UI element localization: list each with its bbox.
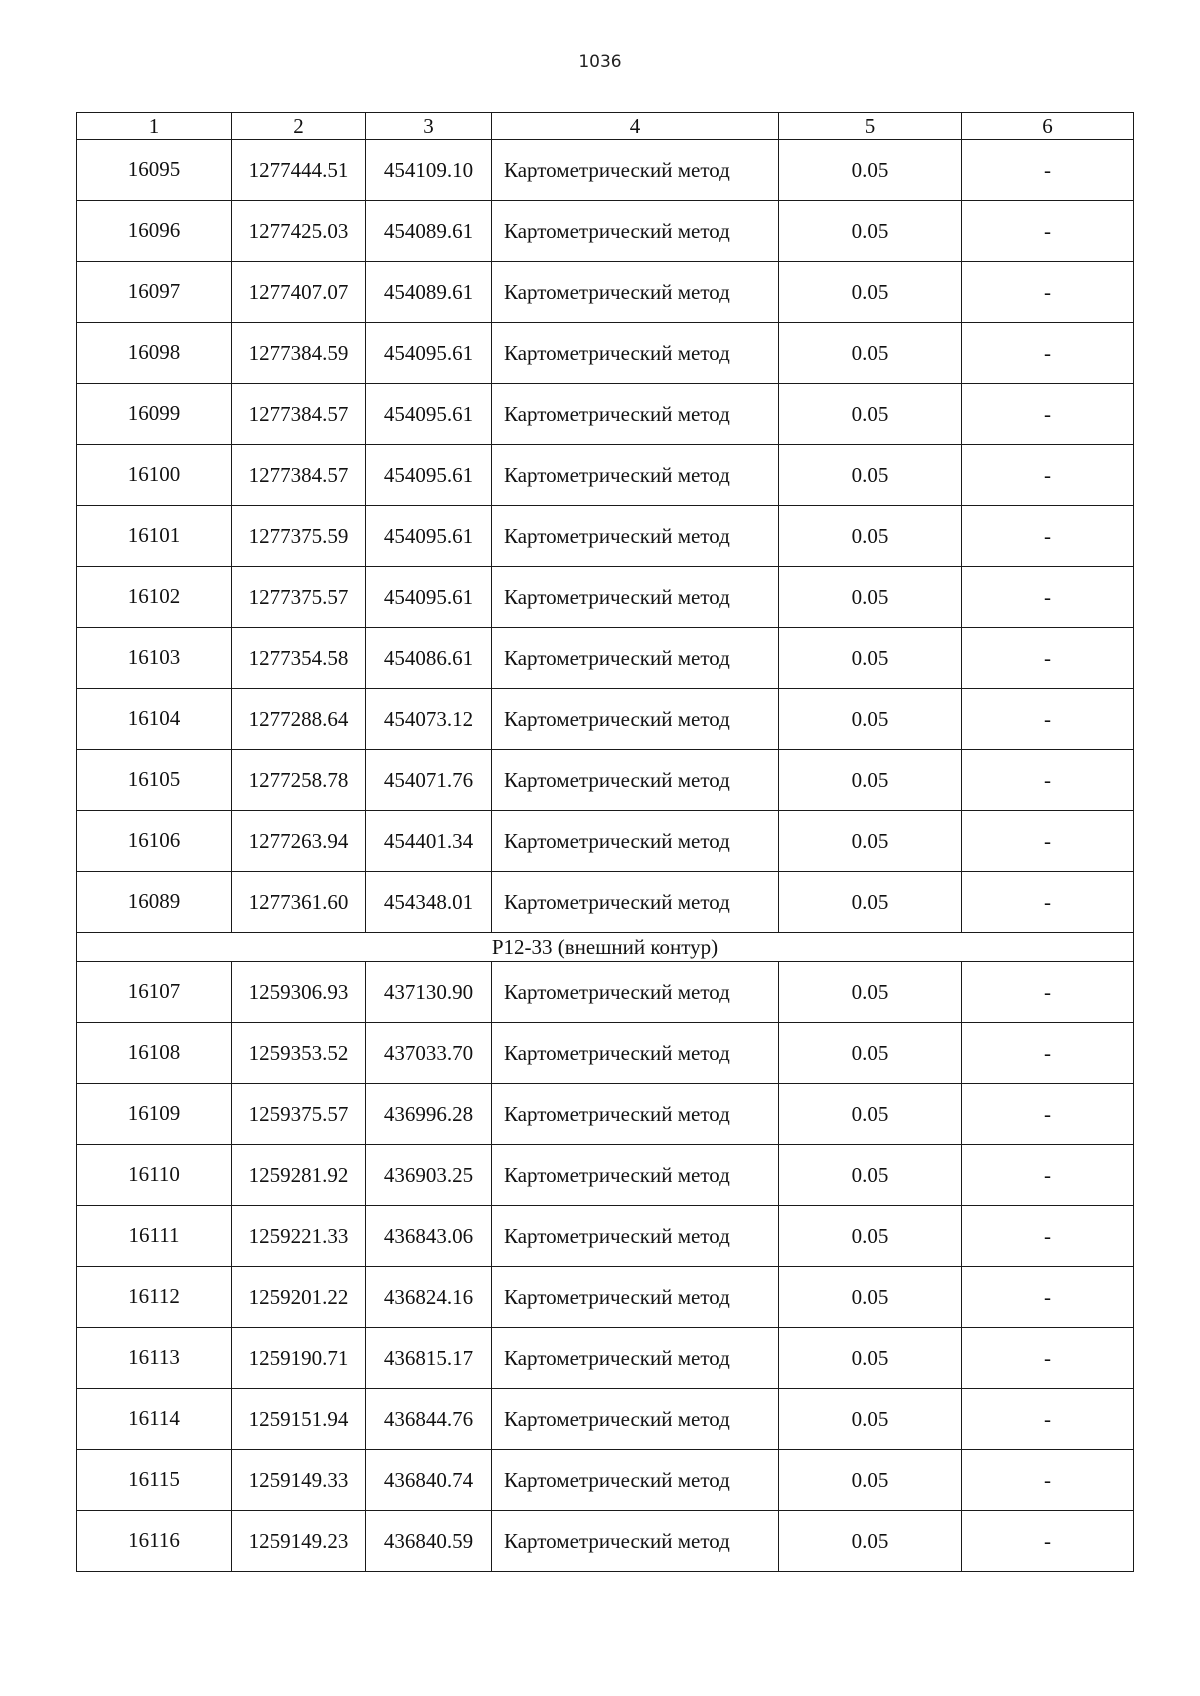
table-row [77, 140, 1134, 201]
accuracy-cell: 0.05 [779, 1084, 962, 1145]
x-coordinate-cell: 1259201.22 [232, 1267, 366, 1328]
accuracy-cell: 0.05 [779, 506, 962, 567]
x-coordinate-cell: 1277361.60 [232, 872, 366, 933]
x-coordinate-cell: 1259221.33 [232, 1206, 366, 1267]
method-cell: Картометрический метод [492, 1023, 779, 1084]
method-cell: Картометрический метод [492, 262, 779, 323]
table-header-row [77, 113, 1134, 140]
table-row [77, 1450, 1134, 1511]
x-coordinate-cell: 1259149.23 [232, 1511, 366, 1572]
note-cell: - [962, 1023, 1134, 1084]
x-coordinate-cell: 1277375.57 [232, 567, 366, 628]
y-coordinate-cell: 436844.76 [366, 1389, 492, 1450]
table-row [77, 750, 1134, 811]
point-number-cell: 16107 [77, 962, 232, 1023]
note-cell: - [962, 506, 1134, 567]
point-number-cell: 16097 [77, 262, 232, 323]
x-coordinate-cell: 1277384.59 [232, 323, 366, 384]
y-coordinate-cell: 454089.61 [366, 201, 492, 262]
accuracy-cell: 0.05 [779, 262, 962, 323]
accuracy-cell: 0.05 [779, 628, 962, 689]
point-number-cell: 16099 [77, 384, 232, 445]
method-cell: Картометрический метод [492, 445, 779, 506]
accuracy-cell: 0.05 [779, 201, 962, 262]
page-number: 1036 [578, 52, 622, 72]
x-coordinate-cell: 1259375.57 [232, 1084, 366, 1145]
point-number-cell: 16095 [77, 140, 232, 201]
x-coordinate-cell: 1277354.58 [232, 628, 366, 689]
y-coordinate-cell: 436840.59 [366, 1511, 492, 1572]
method-cell: Картометрический метод [492, 628, 779, 689]
column-header: 6 [962, 113, 1134, 140]
point-number-cell: 16110 [77, 1145, 232, 1206]
method-cell: Картометрический метод [492, 1084, 779, 1145]
point-number-cell: 16105 [77, 750, 232, 811]
y-coordinate-cell: 436843.06 [366, 1206, 492, 1267]
y-coordinate-cell: 454095.61 [366, 384, 492, 445]
x-coordinate-cell: 1277288.64 [232, 689, 366, 750]
method-cell: Картометрический метод [492, 1389, 779, 1450]
method-cell: Картометрический метод [492, 323, 779, 384]
point-number-cell: 16115 [77, 1450, 232, 1511]
y-coordinate-cell: 437130.90 [366, 962, 492, 1023]
x-coordinate-cell: 1259306.93 [232, 962, 366, 1023]
table-row [77, 384, 1134, 445]
x-coordinate-cell: 1259190.71 [232, 1328, 366, 1389]
table-row [77, 1389, 1134, 1450]
accuracy-cell: 0.05 [779, 872, 962, 933]
note-cell: - [962, 1206, 1134, 1267]
note-cell: - [962, 445, 1134, 506]
x-coordinate-cell: 1277258.78 [232, 750, 366, 811]
method-cell: Картометрический метод [492, 201, 779, 262]
table-row [77, 689, 1134, 750]
table-row [77, 1511, 1134, 1572]
point-number-cell: 16111 [77, 1206, 232, 1267]
accuracy-cell: 0.05 [779, 1389, 962, 1450]
table-row [77, 628, 1134, 689]
point-number-cell: 16114 [77, 1389, 232, 1450]
y-coordinate-cell: 454095.61 [366, 445, 492, 506]
table-row [77, 811, 1134, 872]
accuracy-cell: 0.05 [779, 1267, 962, 1328]
column-header: 1 [77, 113, 232, 140]
note-cell: - [962, 140, 1134, 201]
accuracy-cell: 0.05 [779, 1328, 962, 1389]
point-number-cell: 16112 [77, 1267, 232, 1328]
note-cell: - [962, 567, 1134, 628]
point-number-cell: 16116 [77, 1511, 232, 1572]
point-number-cell: 16100 [77, 445, 232, 506]
table-row [77, 1023, 1134, 1084]
note-cell: - [962, 1145, 1134, 1206]
accuracy-cell: 0.05 [779, 567, 962, 628]
method-cell: Картометрический метод [492, 689, 779, 750]
table-row [77, 506, 1134, 567]
coordinates-table [76, 112, 1134, 1572]
accuracy-cell: 0.05 [779, 689, 962, 750]
note-cell: - [962, 323, 1134, 384]
method-cell: Картометрический метод [492, 811, 779, 872]
column-header: 3 [366, 113, 492, 140]
point-number-cell: 16101 [77, 506, 232, 567]
table-row [77, 1328, 1134, 1389]
table-row [77, 1267, 1134, 1328]
point-number-cell: 16089 [77, 872, 232, 933]
y-coordinate-cell: 436903.25 [366, 1145, 492, 1206]
method-cell: Картометрический метод [492, 750, 779, 811]
table-row [77, 323, 1134, 384]
point-number-cell: 16109 [77, 1084, 232, 1145]
accuracy-cell: 0.05 [779, 1450, 962, 1511]
note-cell: - [962, 872, 1134, 933]
note-cell: - [962, 962, 1134, 1023]
note-cell: - [962, 384, 1134, 445]
method-cell: Картометрический метод [492, 1267, 779, 1328]
y-coordinate-cell: 454073.12 [366, 689, 492, 750]
accuracy-cell: 0.05 [779, 811, 962, 872]
x-coordinate-cell: 1277384.57 [232, 445, 366, 506]
table-row [77, 1206, 1134, 1267]
x-coordinate-cell: 1259281.92 [232, 1145, 366, 1206]
x-coordinate-cell: 1277263.94 [232, 811, 366, 872]
x-coordinate-cell: 1259353.52 [232, 1023, 366, 1084]
note-cell: - [962, 628, 1134, 689]
y-coordinate-cell: 454095.61 [366, 323, 492, 384]
note-cell: - [962, 201, 1134, 262]
accuracy-cell: 0.05 [779, 750, 962, 811]
note-cell: - [962, 1328, 1134, 1389]
method-cell: Картометрический метод [492, 872, 779, 933]
method-cell: Картометрический метод [492, 506, 779, 567]
point-number-cell: 16108 [77, 1023, 232, 1084]
method-cell: Картометрический метод [492, 1511, 779, 1572]
point-number-cell: 16103 [77, 628, 232, 689]
table-row [77, 201, 1134, 262]
table-row [77, 962, 1134, 1023]
table-row [77, 567, 1134, 628]
y-coordinate-cell: 454109.10 [366, 140, 492, 201]
table-body [77, 140, 1134, 1572]
point-number-cell: 16104 [77, 689, 232, 750]
note-cell: - [962, 1084, 1134, 1145]
accuracy-cell: 0.05 [779, 445, 962, 506]
note-cell: - [962, 262, 1134, 323]
method-cell: Картометрический метод [492, 1145, 779, 1206]
note-cell: - [962, 1511, 1134, 1572]
note-cell: - [962, 1389, 1134, 1450]
table-row [77, 262, 1134, 323]
x-coordinate-cell: 1277425.03 [232, 201, 366, 262]
method-cell: Картометрический метод [492, 384, 779, 445]
table-row [77, 1145, 1134, 1206]
x-coordinate-cell: 1259149.33 [232, 1450, 366, 1511]
y-coordinate-cell: 454095.61 [366, 506, 492, 567]
y-coordinate-cell: 454086.61 [366, 628, 492, 689]
x-coordinate-cell: 1277407.07 [232, 262, 366, 323]
accuracy-cell: 0.05 [779, 1511, 962, 1572]
method-cell: Картометрический метод [492, 140, 779, 201]
method-cell: Картометрический метод [492, 1328, 779, 1389]
method-cell: Картометрический метод [492, 567, 779, 628]
x-coordinate-cell: 1277444.51 [232, 140, 366, 201]
method-cell: Картометрический метод [492, 962, 779, 1023]
accuracy-cell: 0.05 [779, 1145, 962, 1206]
note-cell: - [962, 811, 1134, 872]
y-coordinate-cell: 454089.61 [366, 262, 492, 323]
accuracy-cell: 0.05 [779, 384, 962, 445]
point-number-cell: 16096 [77, 201, 232, 262]
column-header: 2 [232, 113, 366, 140]
column-header: 5 [779, 113, 962, 140]
accuracy-cell: 0.05 [779, 962, 962, 1023]
y-coordinate-cell: 436815.17 [366, 1328, 492, 1389]
x-coordinate-cell: 1277375.59 [232, 506, 366, 567]
point-number-cell: 16113 [77, 1328, 232, 1389]
accuracy-cell: 0.05 [779, 140, 962, 201]
y-coordinate-cell: 437033.70 [366, 1023, 492, 1084]
accuracy-cell: 0.05 [779, 1206, 962, 1267]
point-number-cell: 16106 [77, 811, 232, 872]
note-cell: - [962, 689, 1134, 750]
accuracy-cell: 0.05 [779, 1023, 962, 1084]
x-coordinate-cell: 1277384.57 [232, 384, 366, 445]
point-number-cell: 16098 [77, 323, 232, 384]
method-cell: Картометрический метод [492, 1206, 779, 1267]
table-row [77, 872, 1134, 933]
note-cell: - [962, 1450, 1134, 1511]
y-coordinate-cell: 454095.61 [366, 567, 492, 628]
y-coordinate-cell: 436824.16 [366, 1267, 492, 1328]
column-header: 4 [492, 113, 779, 140]
table-row [77, 1084, 1134, 1145]
section-row [77, 933, 1134, 962]
note-cell: - [962, 750, 1134, 811]
y-coordinate-cell: 454071.76 [366, 750, 492, 811]
x-coordinate-cell: 1259151.94 [232, 1389, 366, 1450]
point-number-cell: 16102 [77, 567, 232, 628]
note-cell: - [962, 1267, 1134, 1328]
y-coordinate-cell: 436840.74 [366, 1450, 492, 1511]
method-cell: Картометрический метод [492, 1450, 779, 1511]
y-coordinate-cell: 454348.01 [366, 872, 492, 933]
table-row [77, 445, 1134, 506]
accuracy-cell: 0.05 [779, 323, 962, 384]
section-title: Р12-33 (внешний контур) [77, 933, 1134, 962]
y-coordinate-cell: 454401.34 [366, 811, 492, 872]
y-coordinate-cell: 436996.28 [366, 1084, 492, 1145]
